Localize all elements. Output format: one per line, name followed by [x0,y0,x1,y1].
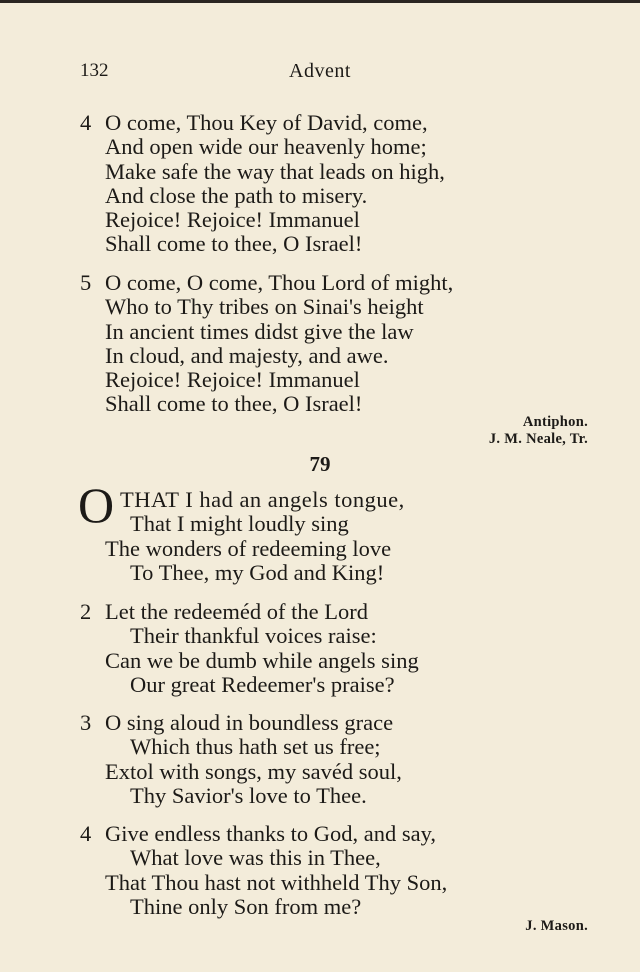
verse-line: Shall come to thee, O Israel! [105,231,363,257]
verse-line: Their thankful voices raise: [130,623,377,649]
verse-line: Extol with songs, my savéd soul, [105,758,402,784]
verse-line: What love was this in Thee, [130,845,381,871]
verse-line: And open wide our heavenly home; [105,134,427,160]
hymn-78-attribution [489,414,588,448]
verse-line: That I might loudly sing [130,511,349,537]
verse-line: Give endless thanks to God, and say, [105,821,436,846]
verse-line: Which thus hath set us free; [130,734,381,760]
verse-line: And close the path to misery. [105,182,368,208]
verse-number: 5 [80,270,92,295]
verse-line: O sing aloud in boundless grace [105,710,394,735]
hymn-79-attribution: J. Mason. [525,918,588,934]
verse-number: 4 [80,821,92,846]
hymn-79-verse-1 [80,488,600,585]
hymn-78-verse-4 [80,111,600,257]
hymn-79-verse-2 [80,600,600,697]
verse-line: Let the redeeméd of the Lord [105,599,369,624]
verse-line: Our great Redeemer's praise? [130,671,395,697]
verse-line: Make safe the way that leads on high, [105,158,445,184]
verse-number: 3 [80,710,92,735]
verse-line: Rejoice! Rejoice! Immanuel [105,207,360,233]
verse-line: Rejoice! Rejoice! Immanuel [105,367,360,393]
verse-number: 2 [80,599,92,624]
verse-line: The wonders of redeeming love [105,535,392,561]
page-number: 132 [80,60,109,81]
verse-line: Thy Savior's love to Thee. [130,782,367,808]
verse-number: 4 [80,110,92,135]
hymn-79-verse-4 [80,822,600,919]
verse-line: In cloud, and majesty, and awe. [105,342,389,368]
page-header [0,60,640,86]
verse-line: O come, O come, Thou Lord of might, [105,270,454,295]
attribution-line: J. M. Neale, Tr. [488,431,588,447]
verse-line: O come, Thou Key of David, come, [105,110,428,135]
running-title: Advent [289,60,351,82]
verse-line: That Thou hast not withheld Thy Son, [105,869,448,895]
hymn-78-verse-5 [80,271,600,417]
page-top-rule [0,0,640,3]
attribution-line: Antiphon. [522,414,588,430]
verse-line: Who to Thy tribes on Sinai's height [105,294,424,320]
verse-line: Shall come to thee, O Israel! [105,391,363,417]
verse-line: Can we be dumb while angels sing [105,647,419,673]
hymn-79-verse-3 [80,711,600,808]
verse-line: THAT I had an angels tongue, [120,487,405,512]
verse-line: Thine only Son from me? [130,893,362,919]
verse-line: In ancient times didst give the law [105,318,414,344]
hymn-number: 79 [309,452,331,476]
verse-line: To Thee, my God and King! [130,559,385,585]
drop-cap: O [78,477,115,533]
